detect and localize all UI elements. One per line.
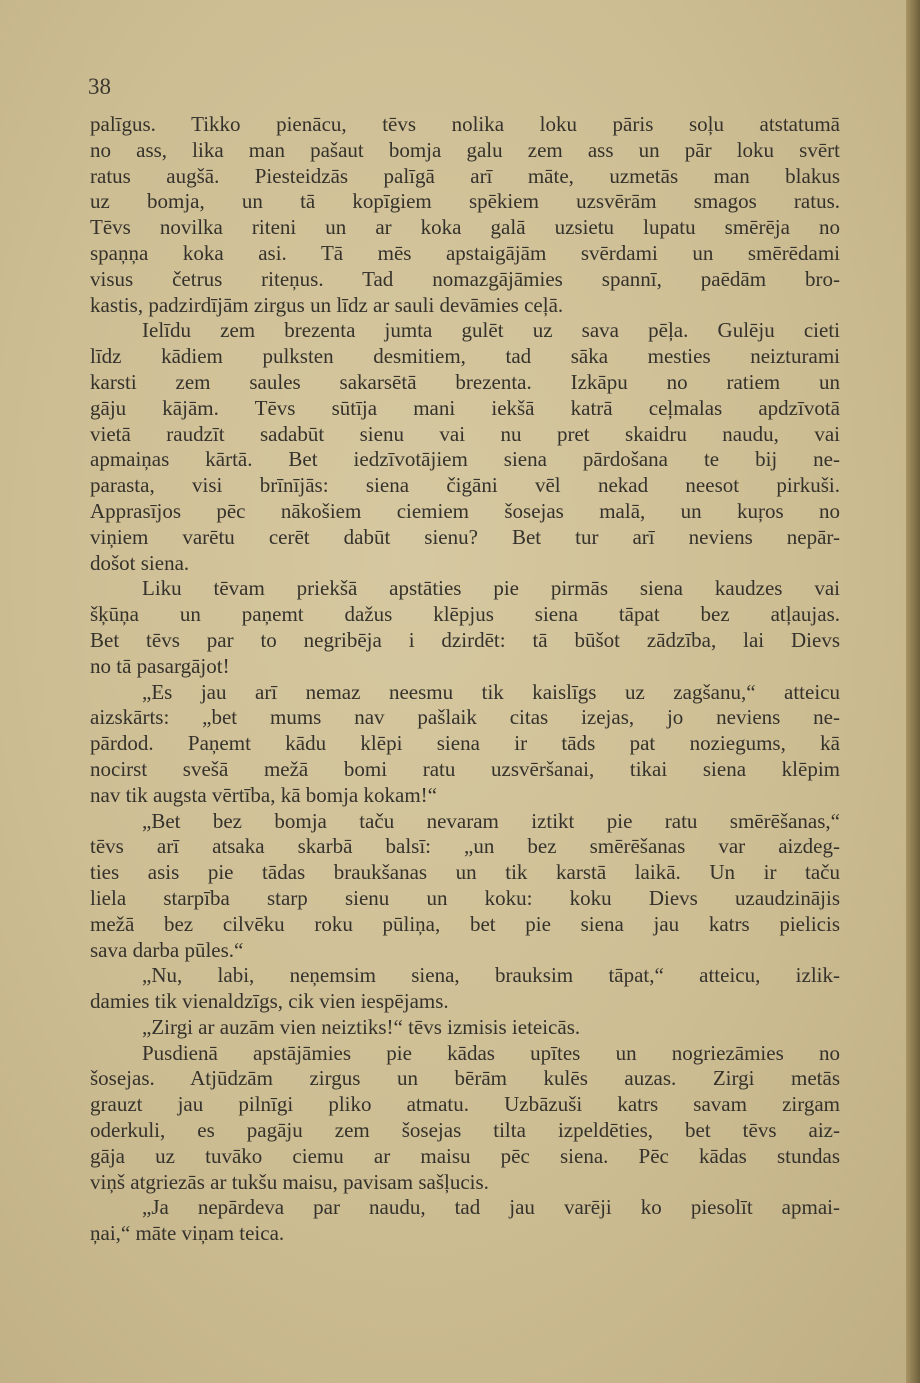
text-line: gāja uz tuvāko ciemu ar maisu pēc siena. Pēc kādas stundas — [90, 1143, 840, 1168]
text-line: oderkuli, es pagāju zem šosejas tilta izpeldēties, bet tēvs aiz- — [90, 1118, 840, 1143]
text-line: mežā bez cilvēku roku pūliņa, bet pie siena jau katrs pielicis — [90, 911, 840, 936]
text-line: sava darba pūles.“ — [90, 937, 244, 962]
text-line: tēvs arī atsaka skarbā balsī: „un bez smērēšanas var aizdeg- — [90, 834, 840, 859]
text-line: nav tik augsta vērtība, kā bomja kokam!“ — [90, 782, 437, 807]
text-line: došot siena. — [90, 550, 190, 575]
text-line: apmaiņas kārtā. Bet iedzīvotājiem siena pārdošana te bij ne- — [90, 447, 840, 472]
page-body-text — [90, 112, 840, 1247]
text-line: palīgus. Tikko pienācu, tēvs nolika loku pāris soļu atstatumā — [90, 112, 840, 136]
text-line: Apprasījos pēc nākošiem ciemiem šosejas malā, un kuŗos no — [90, 498, 840, 523]
text-line: „Es jau arī nemaz neesmu tik kaislīgs uz zagšanu,“ atteicu — [142, 679, 840, 704]
text-line: Tēvs novilka riteni un ar koka galā uzsietu lupatu smērēja no — [90, 215, 840, 240]
text-line: nocirst svešā mežā bomi ratu uzsvēršanai, tikai siena klēpim — [90, 756, 840, 781]
text-line: Bet tēvs par to negribēja i dzirdēt: tā būšot zādzība, lai Dievs — [90, 627, 840, 652]
text-line: Liku tēvam priekšā apstāties pie pirmās siena kaudzes vai — [142, 576, 840, 601]
text-line: visus četrus riteņus. Tad nomazgājāmies spannī, paēdām bro- — [90, 266, 840, 291]
text-line: „Ja nepārdeva par naudu, tad jau varēji ko piesolīt apmai- — [142, 1195, 840, 1220]
text-line: liela starpība starp sienu un koku: koku Dievs uzaudzinājis — [90, 885, 840, 910]
text-line: gāju kājām. Tēvs sūtīja mani iekšā katrā ceļmalas apdzīvotā — [90, 395, 840, 420]
text-line: pārdod. Paņemt kādu klēpi siena ir tāds pat noziegums, kā — [90, 731, 840, 756]
text-line: ņai,“ māte viņam teica. — [90, 1221, 285, 1246]
text-line: „Bet bez bomja taču nevaram iztikt pie ratu smērēšanas,“ — [142, 808, 840, 833]
text-line: karsti zem saules sakarsētā brezenta. Izkāpu no ratiem un — [90, 369, 840, 394]
text-line: damies tik vienaldzīgs, cik vien iespējams. — [90, 989, 449, 1014]
text-line: viņš atgriezās ar tukšu maisu, pavisam sašļucis. — [90, 1169, 489, 1194]
text-line: no tā pasargājot! — [90, 653, 230, 678]
text-line: „Zirgi ar auzām vien neiztiks!“ tēvs izmisis ieteicās. — [142, 1014, 581, 1039]
text-line: aizskārts: „bet mums nav pašlaik citas izejas, jo neviens ne- — [90, 705, 840, 730]
page-number: 38 — [88, 74, 111, 99]
text-line: Ielīdu zem brezenta jumta gulēt uz sava pēļa. Gulēju cieti — [142, 318, 840, 343]
text-line: „Nu, labi, neņemsim siena, brauksim tāpat,“ atteicu, izlik- — [142, 963, 840, 988]
text-line: Pusdienā apstājāmies pie kādas upītes un nogriezāmies no — [142, 1040, 840, 1065]
text-line: šķūņa un paņemt dažus klēpjus siena tāpat bez atļaujas. — [90, 602, 840, 627]
text-line: kastis, padzirdījām zirgus un līdz ar sauli devāmies ceļā. — [90, 292, 564, 317]
text-line: vietā raudzīt sadabūt sienu vai nu pret skaidru naudu, vai — [90, 421, 840, 446]
text-line: no ass, lika man pašaut bomja galu zem ass un pār loku svērt — [90, 137, 840, 162]
text-line: parasta, visi brīnījās: siena čigāni vēl nekad neesot pirkuši. — [90, 473, 840, 498]
text-line: viņiem varētu cerēt dabūt sienu? Bet tur arī neviens nepār- — [90, 524, 840, 549]
text-line: spaņņa koka asi. Tā mēs apstaigājām svērdami un smērēdami — [90, 240, 840, 265]
text-line: grauzt jau pilnīgi pliko atmatu. Uzbāzuši katrs savam zirgam — [90, 1092, 840, 1117]
text-line: šosejas. Atjūdzām zirgus un bērām kulēs auzas. Zirgi metās — [90, 1066, 840, 1091]
text-line: ties asis pie tādas braukšanas un tik karstā laikā. Un ir taču — [90, 860, 840, 885]
text-line: līdz kādiem pulksten desmitiem, tad sāka mesties neizturami — [90, 344, 840, 369]
page-edge — [906, 0, 920, 1383]
text-line: ratus augšā. Piesteidzās palīgā arī māte, uzmetās man blakus — [90, 163, 840, 188]
text-line: uz bomja, un tā kopīgiem spēkiem uzsvērām smagos ratus. — [90, 189, 840, 214]
